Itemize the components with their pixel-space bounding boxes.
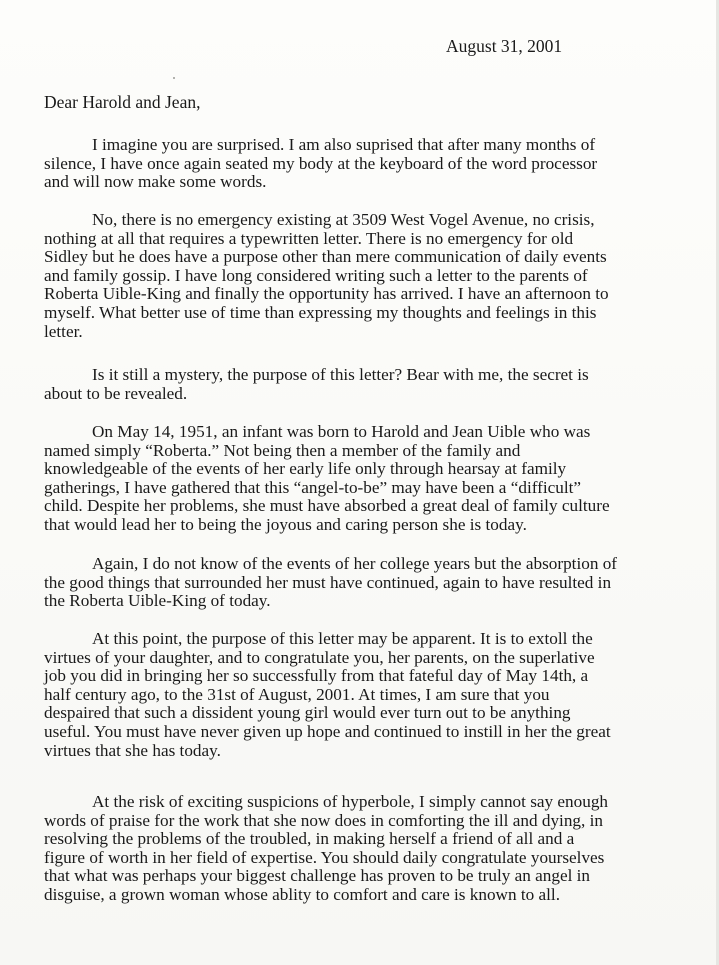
scan-speck [173, 77, 175, 79]
paragraph-line: resolving the problems of the troubled, in making herself a friend of all and a [44, 829, 575, 849]
paragraph-line: that would lead her to being the joyous and caring person she is today. [44, 514, 527, 534]
paragraph-line: letter. [44, 321, 83, 341]
paragraph-line: named simply “Roberta.” Not being then a member of the family and [44, 440, 521, 460]
paragraph-line: On May 14, 1951, an infant was born to Harold and Jean Uible who was [92, 422, 591, 441]
paragraph-line: child. Despite her problems, she must have absorbed a great deal of family culture [44, 496, 610, 516]
paragraph-line: No, there is no emergency existing at 3509 West Vogel Avenue, no crisis, [92, 210, 595, 229]
paragraph-line: half century ago, to the 31st of August, 2001. At times, I am sure that you [44, 684, 550, 704]
paragraph-6 [44, 630, 712, 760]
paragraph-line: At this point, the purpose of this letter may be apparent. It is to extoll the [92, 629, 593, 648]
paragraph-line: nothing at all that requires a typewritten letter. There is no emergency for old [44, 228, 574, 248]
paragraph-1 [44, 136, 712, 192]
paragraph-line: figure of worth in her field of expertise. You should daily congratulate yourselves [44, 847, 605, 867]
paragraph-line: Sidley but he does have a purpose other than mere communication of daily events [44, 247, 607, 267]
paragraph-5 [44, 555, 712, 611]
paragraph-line: the Roberta Uible-King of today. [44, 591, 271, 611]
paragraph-line: and will now make some words. [44, 172, 267, 192]
paragraph-line: that what was perhaps your biggest challenge has proven to be truly an angel in [44, 866, 591, 886]
paragraph-line: gatherings, I have gathered that this “angel-to-be” may have been a “difficult” [44, 477, 582, 497]
paragraph-7 [44, 793, 712, 905]
paragraph-2 [44, 211, 712, 341]
paragraph-line: Is it still a mystery, the purpose of this letter? Bear with me, the secret is [92, 365, 589, 384]
letter-salutation: Dear Harold and Jean, [44, 92, 201, 112]
paragraph-line: silence, I have once again seated my body at the keyboard of the word processor [44, 153, 598, 173]
paragraph-line: the good things that surrounded her must have continued, again to have resulted in [44, 572, 612, 592]
paragraph-line: knowledgeable of the events of her early life only through hearsay at family [44, 459, 567, 479]
paragraph-line: job you did in bringing her so successfully from that fateful day of May 14th, a [44, 666, 589, 686]
paragraph-4 [44, 423, 712, 535]
paragraph-3 [44, 366, 712, 403]
paragraph-line: and family gossip. I have long considered writing such a letter to the parents of [44, 265, 588, 285]
letter-date: August 31, 2001 [446, 36, 563, 56]
paragraph-line: myself. What better use of time than expressing my thoughts and feelings in this [44, 302, 597, 322]
paragraph-line: about to be revealed. [44, 383, 188, 403]
paragraph-line: Roberta Uible-King and finally the opportunity has arrived. I have an afternoon to [44, 284, 609, 304]
paragraph-line: words of praise for the work that she now does in comforting the ill and dying, in [44, 810, 603, 830]
paragraph-line: Again, I do not know of the events of her college years but the absorption of [92, 554, 618, 573]
paragraph-line: despaired that such a dissident young girl would ever turn out to be anything [44, 703, 571, 723]
paragraph-line: At the risk of exciting suspicions of hyperbole, I simply cannot say enough [92, 792, 609, 811]
paragraph-line: useful. You must have never given up hope and continued to instill in her the great [44, 721, 611, 741]
paragraph-line: virtues that she has today. [44, 740, 221, 760]
paragraph-line: I imagine you are surprised. I am also suprised that after many months of [92, 135, 596, 154]
paragraph-line: virtues of your daughter, and to congratulate you, her parents, on the superlative [44, 647, 595, 667]
paragraph-line: disguise, a grown woman whose ablity to comfort and care is known to all. [44, 884, 560, 904]
